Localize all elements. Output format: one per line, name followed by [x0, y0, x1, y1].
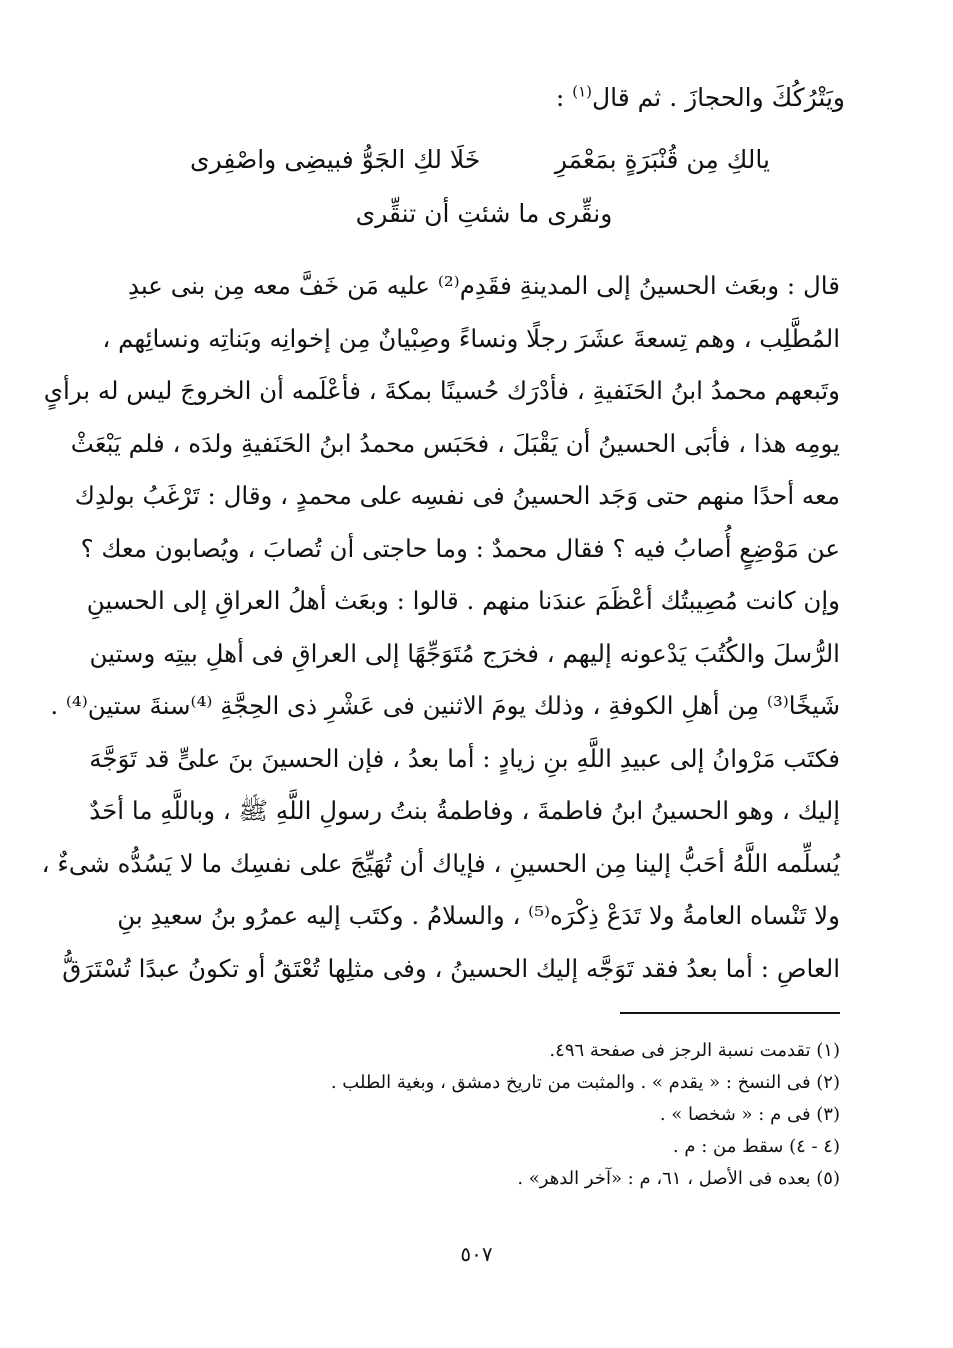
footnote-divider	[620, 1012, 840, 1014]
paragraph-line: يُسلِّمه اللَّهُ أحَبُّ إلينا مِن الحسينِ ، فإياك أن تُهَيِّجَ على نفسِك ما لا يَسُدُّه شىءٌ ،	[41, 848, 840, 878]
paragraph-line: شَيخًا⁽³⁾ مِن أهلِ الكوفةِ ، وذلك يومَ الاثنين فى عَشْرِ ذى الحِجَّةِ ⁽⁴⁾سنةَ ستين⁽⁴⁾ .	[50, 691, 840, 720]
paragraph-line: الرُّسلَ والكُتُبَ يَدْعونه إليهم ، فخرَج مُتَوَجِّهًا إلى العراقِ فى أهلِ بيتِه وستين	[89, 638, 840, 668]
footnote-3: (٣) فى م : « شخصا » .	[659, 1104, 840, 1125]
poem-hemistich-left: خَلَا لكِ الجَوُّ فبيضِى واصْفِرى	[190, 145, 481, 174]
paragraph-line: فكتَب مَرْوانُ إلى عبيدِ اللَّهِ بنِ زيادٍ : أما بعدُ ، فإن الحسينَ بنَ علىٍّ قد تَوَجَّهَ	[89, 743, 840, 773]
paragraph-line: وإن كانت مُصِيبتُك أعْظَمَ عندَنا منهم . قالوا : وبعَث أهلُ العراقِ إلى الحسينِ	[86, 586, 840, 615]
paragraph-line: قال : وبعَث الحسينُ إلى المدينةِ فقَدِم⁽²⁾ عليه مَن خَفَّ معه مِن بنى عبدِ	[128, 271, 840, 300]
footnote-1: (١) تقدمت نسبة الرجز فى صفحة ٤٩٦.	[549, 1040, 840, 1061]
paragraph-line: عن مَوْضِعٍ أُصابُ فيه ؟ فقال محمدٌ : وما حاجتى أن تُصابَ ، ويُصابون معك ؟	[80, 533, 840, 563]
footnote-4: (٤ - ٤) سقط من : م .	[672, 1136, 840, 1157]
intro-colon: :	[555, 83, 573, 112]
paragraph-line: إليك ، وهو الحسينُ ابنُ فاطمةَ ، وفاطمةُ بنتُ رسولِ اللَّهِ ﷺ ، وباللَّهِ ما أحَدٌ	[89, 796, 840, 825]
paragraph-line: العاصِ : أما بعدُ فقد تَوَجَّه إليك الحسينُ ، وفى مثلِها تُعْتَقُ أو تكونُ عبدًا تُسْتَرَقُّ	[62, 953, 840, 983]
footnotes	[128, 1035, 840, 1195]
main-paragraph	[41, 260, 840, 995]
paragraph-line: معه أحدًا منهم حتى وَجَد الحسينُ فى نفسِه على محمدٍ ، وقال : تَرْغَبُ بولدِك	[74, 481, 840, 510]
paragraph-line: المُطَّلِب ، وهم تِسعةَ عشَرَ رجلًا ونساءً وصِبْيانٌ مِن إخوانِه وبَناتِه ونسائِهم ،	[102, 323, 840, 353]
paragraph-line: يومِه هذا ، فأبَى الحسينُ أن يَقْبَلَ ، فحَبَس محمدُ ابنُ الحَنَفيةِ ولدَه ، فلم يَبْعَثْ	[70, 428, 840, 458]
intro-line	[128, 75, 845, 121]
page-number: ٥٠٧	[460, 1242, 493, 1266]
poem-verse-1	[190, 138, 770, 182]
footnote-ref-1: (١)	[572, 82, 592, 101]
footnote-2: (٢) فى النسخ : « يقدم » . والمثبت من تاريخ دمشق ، وبغية الطلب .	[330, 1072, 840, 1093]
poem-hemistich-right: يالكِ مِن قُنْبَرَةٍ بمَعْمَرِ	[554, 145, 770, 174]
footnote-5: (٥) بعده فى الأصل ، ٦١، م : «آخر الدهر» .	[517, 1168, 840, 1189]
poem-verse-2: ونقِّرى ما شئتِ أن تنقِّرى	[355, 199, 613, 228]
paragraph-line: وتَبعهم محمدُ ابنُ الحَنَفيةِ ، فأدْرَك حُسينًا بمكةَ ، فأعْلَمه أن الخروجَ ليس له برأىٍ	[43, 376, 840, 405]
paragraph-line: ولا تَنْساه العامةُ ولا تَدَعْ ذِكْرَه⁽⁵⁾ ، والسلامُ . وكتَب إليه عمرُو بنُ سعيدِ بنِ	[117, 901, 840, 930]
intro-text: ويَتْرُكُكَ والحجازَ . ثم قال	[591, 83, 845, 112]
